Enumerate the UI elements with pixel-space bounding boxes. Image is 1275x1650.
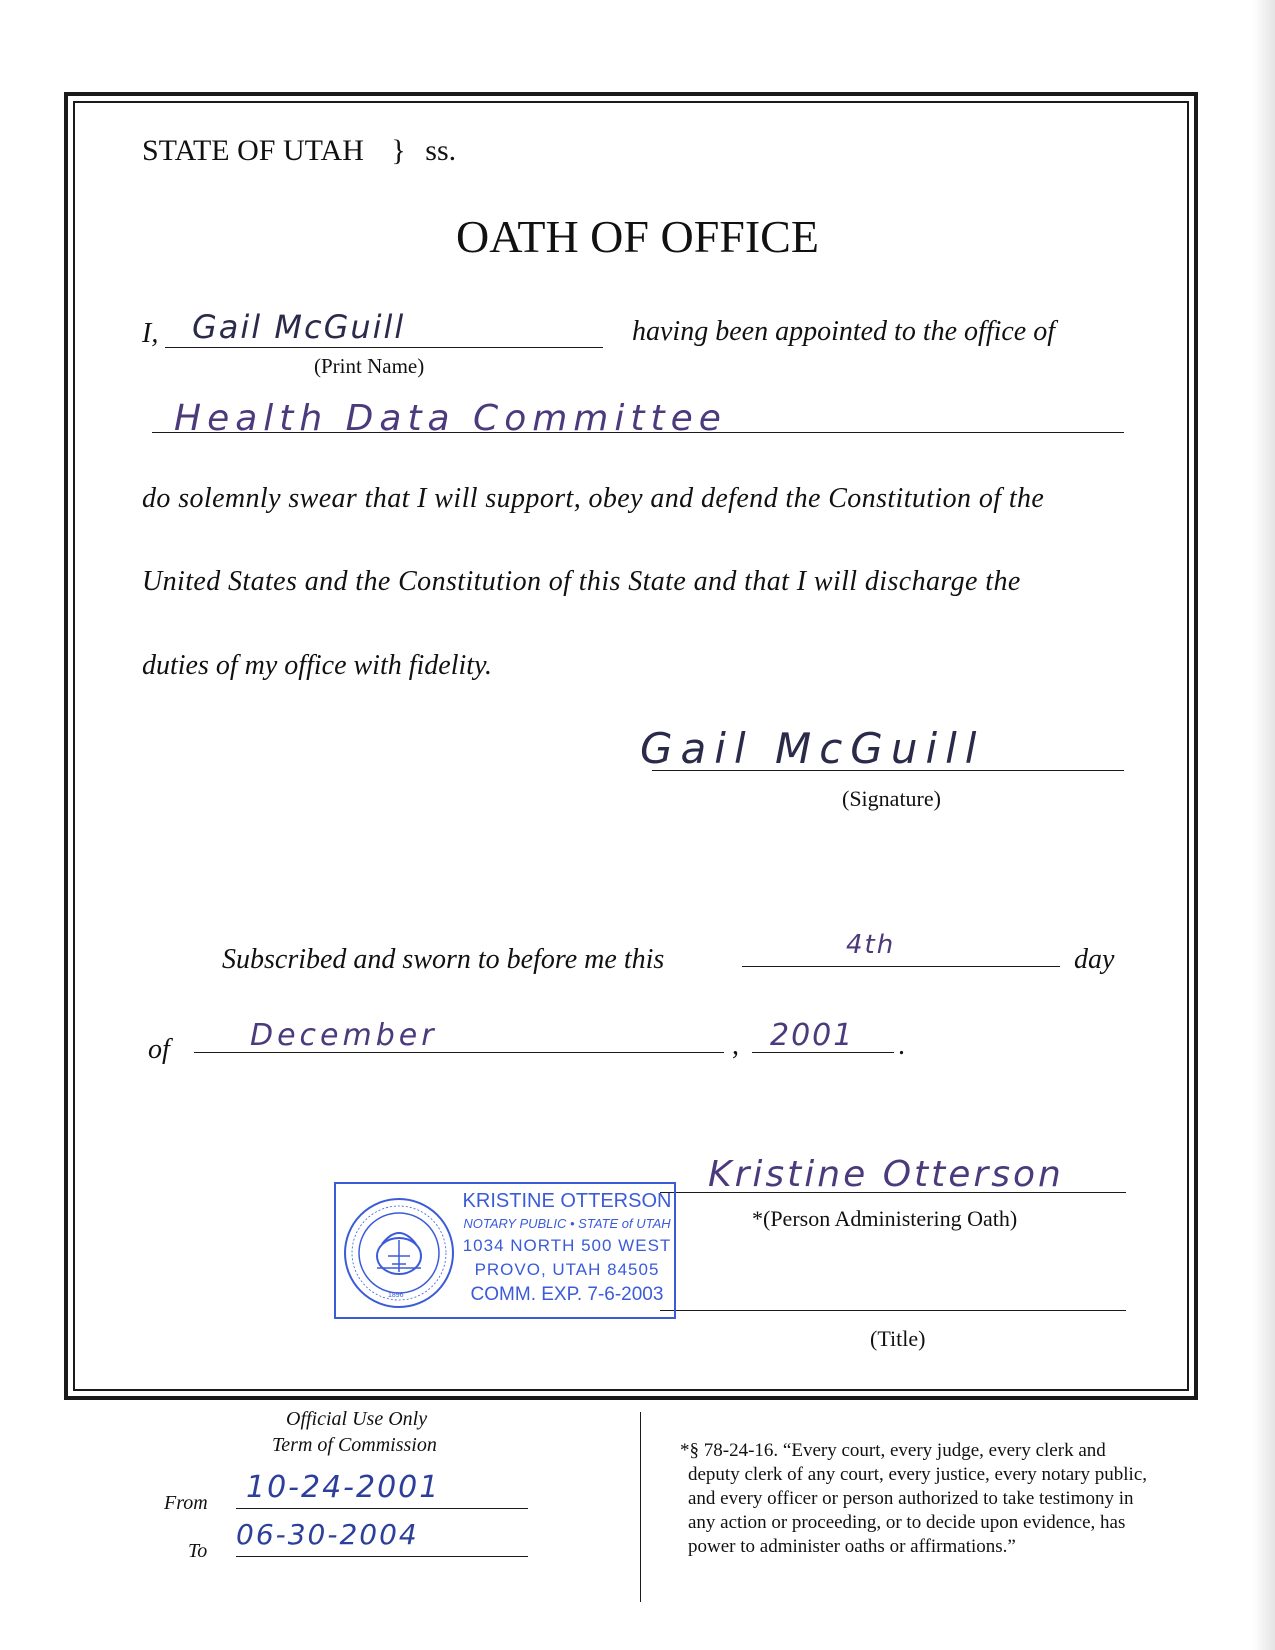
seal-year: 1896 <box>388 1292 404 1299</box>
administrator-signature-value: Kristine Otterson <box>708 1154 1064 1195</box>
stamp-commission-line: COMM. EXP. 7-6-2003 <box>470 1284 664 1305</box>
stamp-address-line: 1034 NORTH 500 WEST <box>462 1236 672 1255</box>
sworn-month-line <box>194 1052 724 1053</box>
administrator-signature-line <box>660 1192 1126 1193</box>
stamp-name: KRISTINE OTTERSON <box>462 1190 672 1212</box>
state-brace: } <box>391 134 406 167</box>
from-value: 10-24-2001 <box>246 1470 441 1505</box>
term-of-commission-heading: Term of Commission <box>272 1434 437 1456</box>
from-label: From <box>164 1492 208 1514</box>
sworn-year-line <box>752 1052 894 1053</box>
footer-divider <box>640 1412 641 1602</box>
oath-body-line-2: United States and the Constitution of this State and that I will discharge the <box>142 566 1021 597</box>
state-heading <box>142 134 456 168</box>
oath-prefix: I, <box>142 318 159 349</box>
statute-line-3: and every officer or person authorized to take testimony in <box>688 1488 1134 1509</box>
sworn-comma: , <box>732 1030 739 1061</box>
sworn-period: . <box>898 1030 905 1061</box>
state-name: STATE OF UTAH <box>142 134 364 167</box>
signature-line <box>652 770 1124 771</box>
to-value: 06-30-2004 <box>236 1518 419 1551</box>
signature-caption: (Signature) <box>842 786 941 811</box>
administrator-caption: *(Person Administering Oath) <box>752 1206 1018 1231</box>
print-name-value: Gail McGuill <box>192 308 406 346</box>
state-ss: ss. <box>425 134 457 167</box>
sworn-year-value: 2001 <box>770 1018 855 1053</box>
statute-line-5: power to administer oaths or affirmations.” <box>688 1536 1016 1557</box>
oath-body-line-3: duties of my office with fidelity. <box>142 650 492 681</box>
sworn-text: Subscribed and sworn to before me this <box>222 944 665 975</box>
notary-stamp <box>334 1182 676 1319</box>
print-name-line <box>165 347 603 348</box>
statute-line-4: any action or proceeding, or to decide upon evidence, has <box>688 1512 1126 1533</box>
statute-line-2: deputy clerk of any court, every justice, every notary public, <box>688 1464 1147 1485</box>
title-caption: (Title) <box>870 1326 926 1351</box>
from-line <box>236 1508 528 1509</box>
sworn-day-line <box>742 966 1060 967</box>
to-line <box>236 1556 528 1557</box>
office-line <box>152 432 1124 433</box>
sworn-month-value: December <box>250 1018 438 1053</box>
signature-value: Gail McGuill <box>640 724 985 773</box>
official-use-heading: Official Use Only <box>286 1408 428 1430</box>
stamp-city-line: PROVO, UTAH 84505 <box>474 1260 660 1279</box>
title-line <box>660 1310 1126 1311</box>
stamp-notary-line: NOTARY PUBLIC • STATE of UTAH <box>463 1216 671 1231</box>
sworn-of-word: of <box>148 1034 170 1065</box>
print-name-caption: (Print Name) <box>314 354 425 378</box>
document-title: OATH OF OFFICE <box>456 211 819 262</box>
office-value: Health Data Committee <box>174 398 727 439</box>
statute-line-1: *§ 78-24-16. “Every court, every judge, every clerk and <box>680 1440 1106 1461</box>
oath-body-line-1: do solemnly swear that I will support, obey and defend the Constitution of the <box>142 483 1045 514</box>
sworn-day-word: day <box>1074 944 1115 975</box>
appointed-text: having been appointed to the office of <box>632 316 1056 347</box>
to-label: To <box>188 1540 208 1562</box>
sworn-day-value: 4th <box>846 930 896 960</box>
